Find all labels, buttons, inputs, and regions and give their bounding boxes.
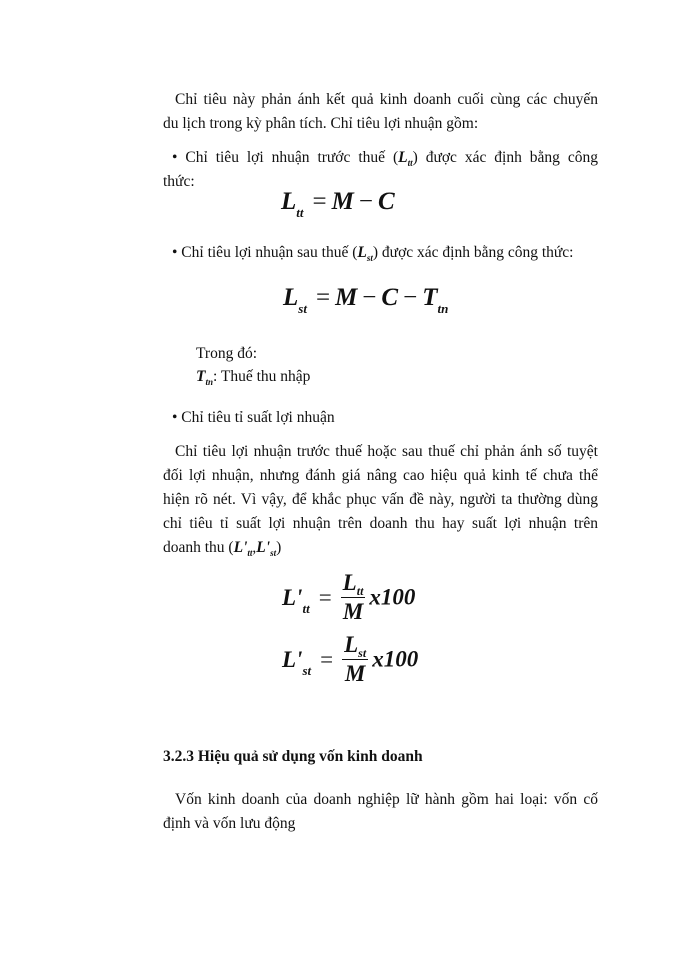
formula-after-tax-profit: $L_{st} = M - C - T_{tn}$ xyxy=(283,284,449,316)
symbol-ltt-prime: $L'_{tt}$ xyxy=(233,539,253,558)
ratio-line-1: Chỉ tiêu lợi nhuận trước thuế hoặc sau thuế chỉ phản ánh số tuyệt xyxy=(175,443,598,460)
bullet-pre-tax-line-2: thức: xyxy=(163,173,195,190)
where-block xyxy=(196,342,310,390)
ratio-line-5: doanh thu $(L'_{tt},L'_{st})$ xyxy=(163,539,282,558)
ratio-line-4: chỉ tiêu tỉ suất lợi nhuận trên doanh thu hay suất lợi nhuận trên xyxy=(163,515,598,532)
symbol-ltt: $L_{tt}$ xyxy=(398,149,413,168)
ratio-paragraph xyxy=(163,440,598,561)
ratio-line-3: hiện rõ nét. Vì vậy, để khắc phục vấn đề này, người ta thường dùng xyxy=(163,491,598,508)
symbol-lst: $L_{st}$ xyxy=(357,244,373,263)
bullet-pre-tax-profit xyxy=(172,146,598,171)
bullet-profit-ratio: • Chỉ tiêu tỉ suất lợi nhuận xyxy=(172,409,335,426)
where-definition: $T_{tn}$: Thuế thu nhập xyxy=(196,368,311,387)
fraction-ltt-over-m: $\frac{L_{tt}}{M}$ xyxy=(342,570,364,624)
symbol-ttn: $T_{tn}$ xyxy=(196,368,213,387)
capital-line-1: Vốn kinh doanh của doanh nghiệp lữ hành gồm hai loại: vốn cố xyxy=(175,791,598,808)
formula-after-tax-ratio: $L'_{st}$ = $\frac{L_{st}}{M}$ x100 xyxy=(282,632,419,686)
symbol-lst-prime: $L'_{st}$ xyxy=(256,539,277,558)
bullet-pre-tax-line-1: • Chỉ tiêu lợi nhuận trước thuế $(L_{tt})$ được xác định bằng công xyxy=(172,149,598,168)
ratio-line-2: đối lợi nhuận, nhưng đánh giá nâng cao hiệu quả kinh tế chưa thể xyxy=(163,467,598,484)
capital-paragraph xyxy=(163,788,598,836)
intro-paragraph xyxy=(163,88,598,136)
formula-pre-tax-profit: $L_{tt} = M - C$ xyxy=(281,188,395,220)
formula-pre-tax-ratio: $L'_{tt}$ = $\frac{L_{tt}}{M}$ x100 xyxy=(282,570,416,624)
where-label: Trong đó: xyxy=(196,345,258,362)
intro-line-2: du lịch trong kỳ phân tích. Chỉ tiêu lợi nhuận gồm: xyxy=(163,115,479,132)
intro-line-1: Chỉ tiêu này phản ánh kết quả kinh doanh cuối cùng các chuyến xyxy=(175,91,598,108)
bullet-after-tax-profit: • Chỉ tiêu lợi nhuận sau thuế $(L_{st})$ được xác định bằng công thức: xyxy=(172,244,574,263)
capital-line-2: định và vốn lưu động xyxy=(163,815,296,832)
fraction-lst-over-m: $\frac{L_{st}}{M}$ xyxy=(344,632,367,686)
section-heading: 3.2.3 Hiệu quả sử dụng vốn kinh doanh xyxy=(163,748,423,765)
